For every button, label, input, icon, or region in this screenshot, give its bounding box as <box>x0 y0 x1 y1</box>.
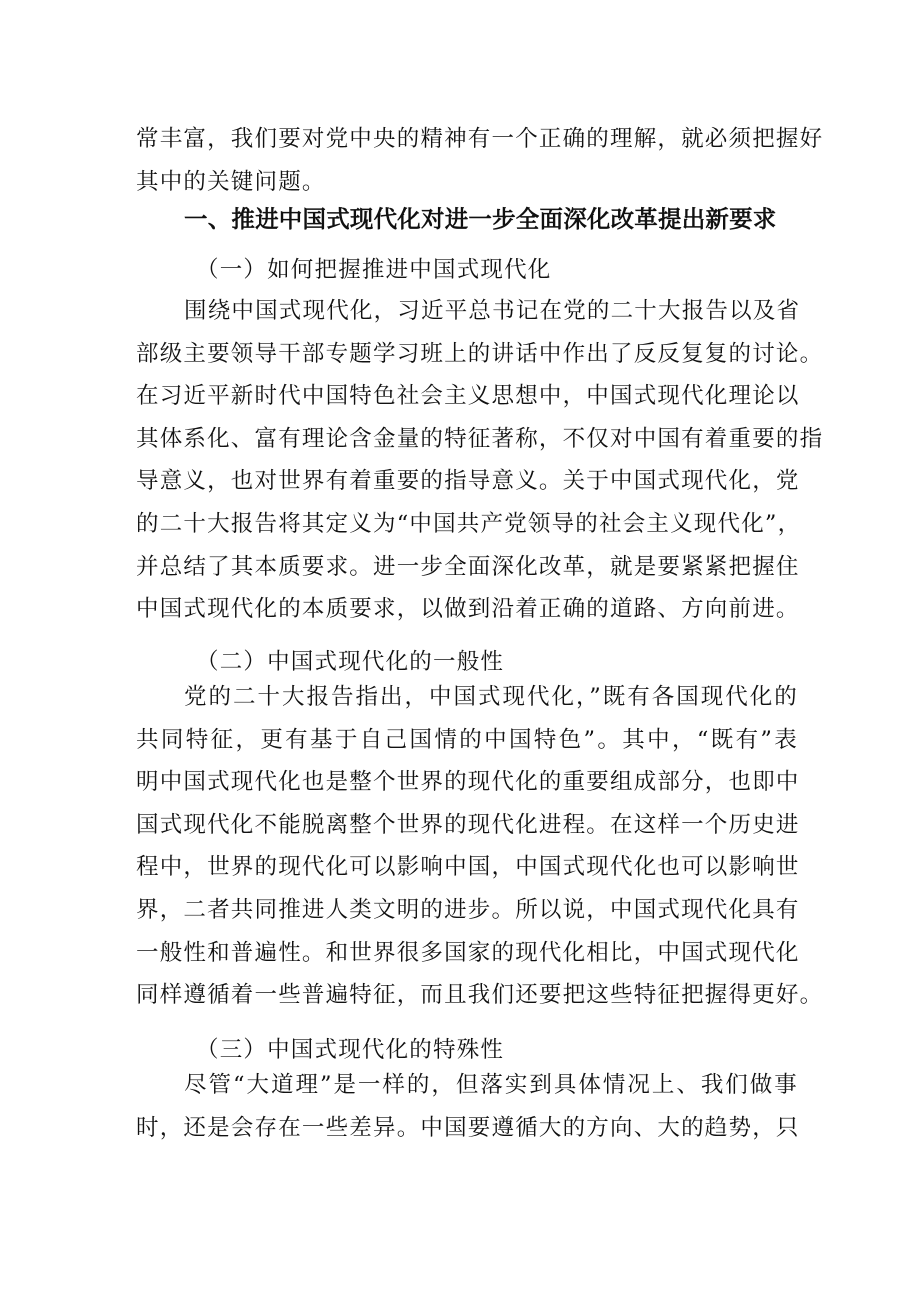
paragraph-line: 共同特征，更有基于自己国情的中国特色”。其中，“既有”表 <box>136 726 798 753</box>
subsection-title-2: （二）中国式现代化的一般性 <box>196 649 505 675</box>
paragraph-line: 在习近平新时代中国特色社会主义思想中，中国式现代化理论以 <box>136 383 800 410</box>
paragraph-line: 部级主要领导干部专题学习班上的讲话中作出了反反复复的讨论。 <box>136 340 824 367</box>
paragraph-line: 导意义，也对世界有着重要的指导意义。关于中国式现代化，党 <box>136 468 800 495</box>
paragraph-line: 明中国式现代化也是整个世界的现代化的重要组成部分，也即中 <box>136 769 800 796</box>
subsection-title-1: （一）如何把握推进中国式现代化 <box>196 257 552 283</box>
paragraph-line: 一般性和普遍性。和世界很多国家的现代化相比，中国式现代化 <box>136 939 800 966</box>
paragraph-line: 并总结了其本质要求。进一步全面深化改革，就是要紧紧把握住 <box>136 553 800 580</box>
paragraph-line: 其体系化、富有理论含金量的特征著称，不仅对中国有着重要的指 <box>136 425 824 452</box>
paragraph-line: 时，还是会存在一些差异。中国要遵循大的方向、大的趋势，只 <box>136 1114 800 1141</box>
paragraph-line: 其中的关键问题。 <box>136 168 326 195</box>
paragraph-line: 的二十大报告将其定义为“中国共产党领导的社会主义现代化”， <box>136 510 802 537</box>
section3-paragraph <box>136 1064 798 1149</box>
paragraph-line: 党的二十大报告指出，中国式现代化，”既有各国现代化的 <box>184 684 798 710</box>
paragraph-line: 围绕中国式现代化，习近平总书记在党的二十大报告以及省 <box>184 298 801 324</box>
paragraph-line: 国式现代化不能脱离整个世界的现代化进程。在这样一个历史进 <box>136 811 800 838</box>
section-heading: 一、推进中国式现代化对进一步全面深化改革提出新要求 <box>184 205 777 233</box>
paragraph-line: 中国式现代化的本质要求，以做到沿着正确的道路、方向前进。 <box>136 596 800 623</box>
section2-paragraph <box>136 676 824 1017</box>
paragraph-line: 常丰富，我们要对党中央的精神有一个正确的理解，就必须把握好 <box>136 126 824 152</box>
subsection-title-3: （三）中国式现代化的特殊性 <box>196 1037 505 1063</box>
paragraph-line: 程中，世界的现代化可以影响中国，中国式现代化也可以影响世 <box>136 854 800 881</box>
paragraph-line: 界，二者共同推进人类文明的进步。所以说，中国式现代化具有 <box>136 896 800 923</box>
paragraph-line: 同样遵循着一些普遍特征，而且我们还要把这些特征把握得更好。 <box>136 982 824 1009</box>
section1-paragraph <box>136 290 824 631</box>
intro-paragraph <box>136 118 824 203</box>
paragraph-line: 尽管“大道理”是一样的，但落实到具体情况上、我们做事 <box>184 1072 798 1098</box>
